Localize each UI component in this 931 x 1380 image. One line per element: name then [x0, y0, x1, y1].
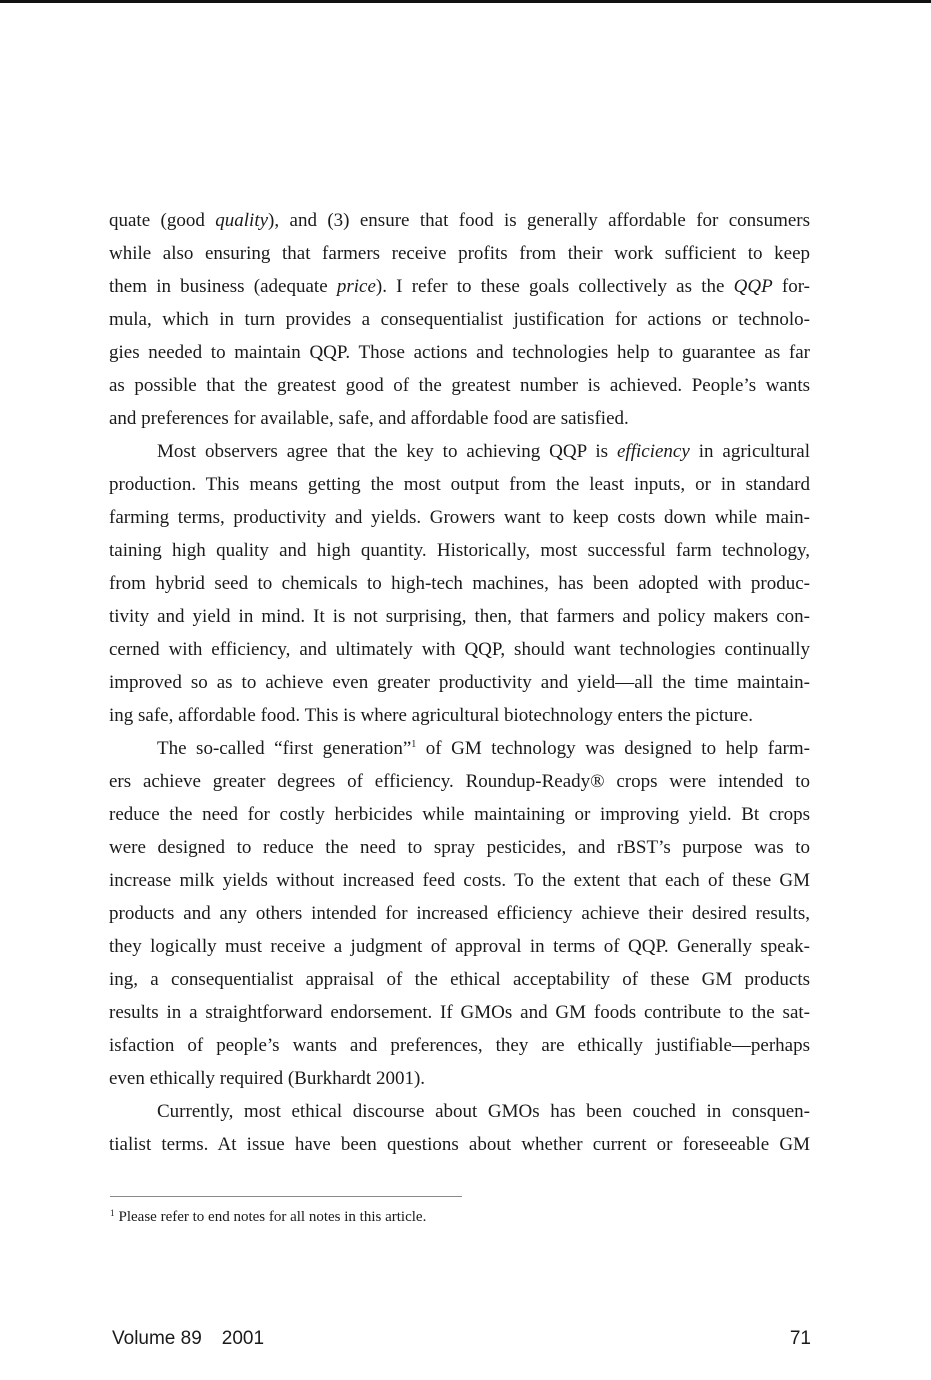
text-line: and preferences for available, safe, and affordable food are satisfied. [109, 408, 629, 429]
text-run: for- [772, 276, 810, 297]
text-line: production. This means getting the most output from the least inputs, or in standard [109, 474, 810, 495]
paragraph-3 [109, 732, 810, 1095]
text-line: tivity and yield in mind. It is not surprising, then, that farmers and policy makers con- [109, 606, 810, 627]
text-line: improved so as to achieve even greater productivity and yield—all the time maintain- [109, 672, 810, 693]
text-run: quate (good [109, 210, 216, 231]
paragraph-2 [109, 435, 810, 732]
italic-term-quality: quality [215, 210, 269, 231]
text-run: The so-called “first generation” [157, 738, 412, 759]
footnote-reference[interactable]: 1 [411, 739, 417, 750]
text-line: reduce the need for costly herbicides while maintaining or improving yield. Bt crops [109, 804, 810, 825]
footnote-separator [110, 1196, 462, 1197]
text-run: of GM technology was designed to help farm- [416, 738, 810, 759]
text-line: gies needed to maintain QQP. Those actions and technologies help to guarantee as far [109, 342, 810, 363]
text-line: as possible that the greatest good of the greatest number is achieved. People’s wants [109, 375, 810, 396]
text-line: increase milk yields without increased feed costs. To the extent that each of these GM [109, 870, 810, 891]
text-line: farming terms, productivity and yields. Growers want to keep costs down while main- [109, 507, 810, 528]
italic-term-price: price [336, 276, 376, 297]
text-line: isfaction of people’s wants and preferences, they are ethically justifiable—perhaps [109, 1035, 810, 1056]
text-line: mula, which in turn provides a consequentialist justification for actions or technolo- [109, 309, 810, 330]
text-line: taining high quality and high quantity. Historically, most successful farm technology, [109, 540, 810, 561]
top-border-rule [0, 0, 931, 3]
footnote-text: Please refer to end notes for all notes in this article. [118, 1209, 427, 1225]
text-line: even ethically required (Burkhardt 2001). [109, 1068, 426, 1089]
text-line: were designed to reduce the need to spray pesticides, and rBST’s purpose was to [109, 837, 810, 858]
paragraph-4 [109, 1095, 810, 1161]
text-line: ing, a consequentialist appraisal of the ethical acceptability of these GM products [109, 969, 810, 990]
running-footer [112, 1325, 264, 1353]
text-run: ). I refer to these goals collectively as the [375, 276, 734, 297]
italic-term-qqp: QQP [733, 276, 773, 297]
volume-label: Volume 89 [112, 1328, 202, 1349]
text-run: them in business (adequate [109, 276, 337, 297]
text-line: they logically must receive a judgment of approval in terms of QQP. Generally speak- [109, 936, 810, 957]
italic-term-efficiency: efficiency [617, 441, 690, 462]
footnote [110, 1207, 426, 1227]
text-line: ers achieve greater degrees of efficiency. Roundup-Ready® crops were intended to [109, 771, 810, 792]
text-line: results in a straightforward endorsement. If GMOs and GM foods contribute to the sat- [109, 1002, 810, 1023]
body-text [109, 204, 810, 1161]
text-line [109, 435, 810, 468]
paragraph-1 [109, 204, 810, 435]
text-line: products and any others intended for increased efficiency achieve their desired results, [109, 903, 810, 924]
text-run: ), and (3) ensure that food is generally affordable for consumers [268, 210, 810, 231]
text-line: from hybrid seed to chemicals to high-tech machines, has been adopted with produc- [109, 573, 810, 594]
year-label: 2001 [221, 1328, 265, 1349]
text-line [109, 270, 810, 303]
text-line: cerned with efficiency, and ultimately with QQP, should want technologies continually [109, 639, 810, 660]
text-run: in agricultural [689, 441, 810, 462]
text-line: tialist terms. At issue have been questions about whether current or foreseeable GM [109, 1134, 810, 1155]
text-line: ing safe, affordable food. This is where agricultural biotechnology enters the picture. [109, 705, 754, 726]
text-line [109, 204, 810, 237]
text-run: Most observers agree that the key to achieving QQP is [157, 441, 617, 462]
text-line: while also ensuring that farmers receive profits from their work sufficient to keep [109, 243, 810, 264]
footnote-marker: 1 [110, 1208, 115, 1218]
page-number: 71 [789, 1328, 811, 1349]
text-line: Currently, most ethical discourse about GMOs has been couched in consquen- [157, 1101, 810, 1122]
text-line [109, 732, 810, 765]
